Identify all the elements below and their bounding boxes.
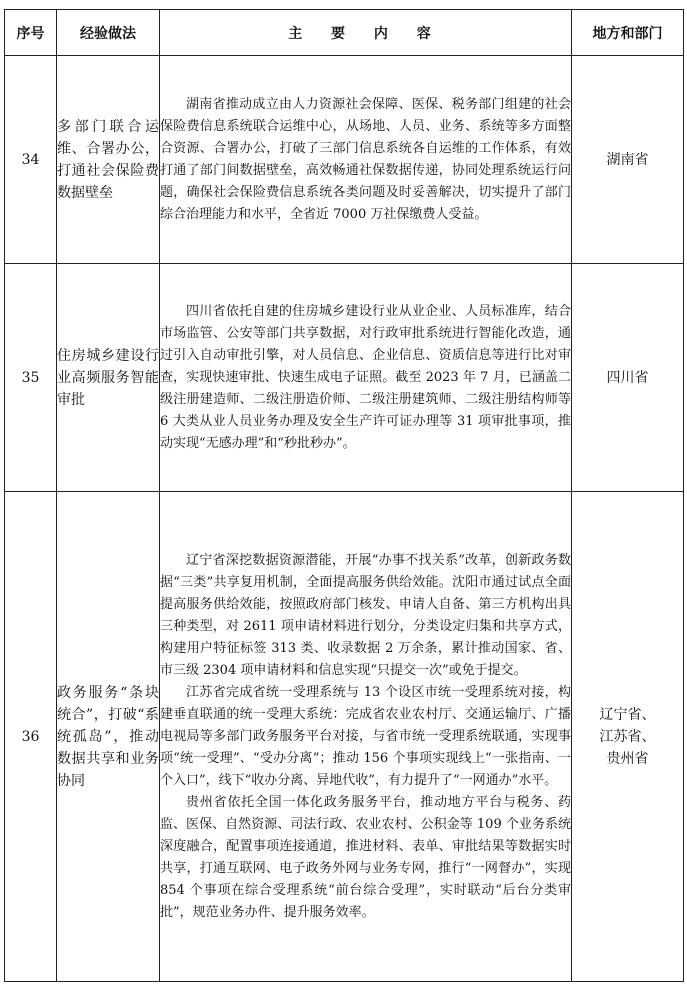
header-row	[5, 10, 684, 56]
row-num: 34	[5, 56, 57, 264]
row-content	[160, 56, 572, 264]
table-row	[5, 264, 684, 492]
row-num: 36	[5, 492, 57, 982]
experience-table	[4, 9, 684, 982]
content-paragraph: 湖南省推动成立由人力资源社会保障、医保、税务部门组建的社会保险费信息系统联合运维中心，从场地、人员、业务、系统等多方面整合资源、合署办公，打破了三部门信息系统各自运维的工作体系，有效打通了部门间数据壁垒，高效畅通社保数据传递，协同处理系统运行问题，确保社会保险费信息系统各类问题及时妥善解决，切实提升了部门综合治理能力和水平，全省近 7000 万社保缴费人受益。	[160, 96, 571, 222]
region-line: 江苏省、	[599, 728, 656, 745]
row-region	[572, 492, 684, 982]
content-paragraph: 江苏省完成省统一受理系统与 13 个设区市统一受理系统对接，构建垂直联通的统一受理大系统：完成省农业农村厅、交通运输厅、广播电视局等多部门政务服务平台对接，与省市统一受理系统联通，实现事项“统一受理”、“受办分离”；推动 156 个事项实现线上“一张指南、一个入口”，线下“收办分离、异地代收”，有力提升了“一网通办”水平。	[160, 684, 571, 788]
region-line: 贵州省	[606, 750, 649, 767]
table-row	[5, 492, 684, 982]
content-paragraph: 四川省依托自建的住房城乡建设行业从业企业、人员标准库，结合市场监管、公安等部门共享数据，对行政审批系统进行智能化改造，通过引入自动审批引擎，对人员信息、企业信息、资质信息等进行比对审查，实现快速审批、快速生成电子证照。截至 2023 年 7 月，已涵盖二级注册建造师、二级注册造价师、二级注册建筑师、二级注册结构师等 6 大类从业人员业务办理及安全生产许可证办理等 31 项审批事项，推动实现“无感办理”和“秒批秒办”。	[160, 303, 571, 451]
row-content	[160, 492, 572, 982]
header-num: 序号	[5, 10, 57, 56]
header-content: 主 要 内 容	[160, 10, 572, 56]
row-method: 多部门联合运维、合署办公，打通社会保险费数据壁垒	[57, 56, 160, 264]
header-region: 地方和部门	[572, 10, 684, 56]
row-region: 湖南省	[572, 56, 684, 264]
row-method: 政务服务“条块统合”，打破“系统孤岛”，推动数据共享和业务协同	[57, 492, 160, 982]
row-content	[160, 264, 572, 492]
table-row	[5, 56, 684, 264]
row-region: 四川省	[572, 264, 684, 492]
content-paragraph: 辽宁省深挖数据资源潜能，开展“办事不找关系”改革，创新政务数据“三类”共享复用机制，全面提高服务供给效能。沈阳市通过试点全面提高服务供给效能，按照政府部门核发、申请人自备、第三方机构出具三种类型，对 2611 项申请材料进行划分，分类设定归集和共享方式，构建用户特征标签 313 类、收录数据 2 万余条，累计推动国家、省、市三级 2304 项申请材料和信息实现“只提交一次”或免于提交。	[160, 552, 571, 678]
row-method: 住房城乡建设行业高频服务智能审批	[57, 264, 160, 492]
header-method: 经验做法	[57, 10, 160, 56]
region-line: 辽宁省、	[599, 706, 656, 723]
row-num: 35	[5, 264, 57, 492]
content-paragraph: 贵州省依托全国一体化政务服务平台，推动地方平台与税务、药监、医保、自然资源、司法行政、农业农村、公积金等 109 个业务系统深度融合，配置事项连接通道，推进材料、表单、审批结果等数据实时共享，打通互联网、电子政务外网与业务专网，推行“一网督办”，实现 854 个事项在综合受理系统“前台综合受理”，实时联动“后台分类审批”，规范业务办件、提升服务效率。	[160, 794, 571, 920]
